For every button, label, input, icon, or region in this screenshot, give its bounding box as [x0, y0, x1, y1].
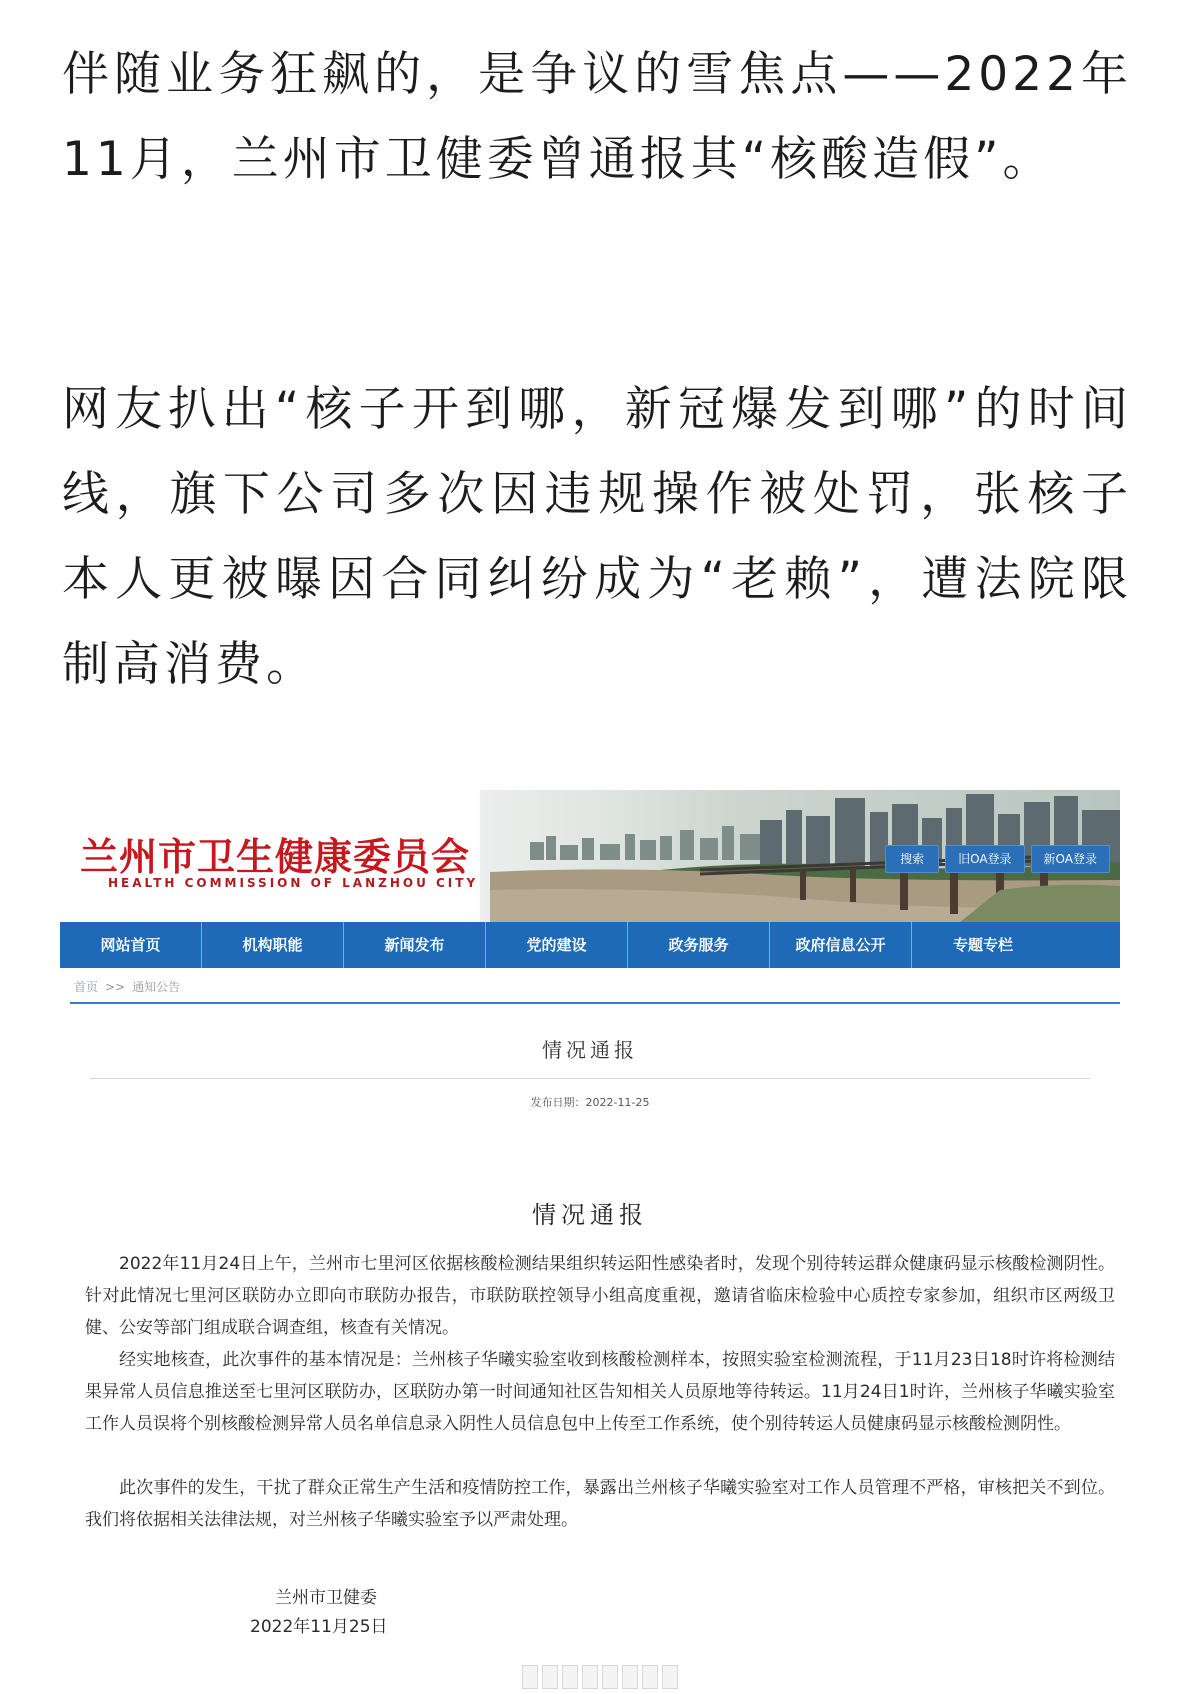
site-title: 兰州市卫生健康委员会	[80, 835, 471, 879]
nav-item-functions[interactable]: 机构职能	[202, 922, 344, 968]
nav-item-party[interactable]: 党的建设	[486, 922, 628, 968]
breadcrumb	[74, 978, 180, 995]
nav-item-news[interactable]: 新闻发布	[344, 922, 486, 968]
article-paragraph-1: 伴随业务狂飙的，是争议的雪焦点——2022年11月，兰州市卫健委曾通报其“核酸造假”。	[62, 47, 1132, 187]
publish-date: 发布日期：2022-11-25	[530, 1096, 650, 1109]
breadcrumb-divider	[70, 1002, 1120, 1004]
notice-paragraph-1: 2022年11月24日上午，兰州市七里河区依据核酸检测结果组织转运阳性感染者时，发现个别待转运群众健康码显示核酸检测阴性。针对此情况七里河区联防办立即向市联防办报告，市联防联控领导小组高度重视，邀请省临床检验中心质控专家参加，组织市区两级卫健、公安等部门组成联合调查组，核查有关情况。	[85, 1254, 1115, 1338]
breadcrumb-separator: >>	[105, 980, 126, 994]
breadcrumb-home-link[interactable]: 首页	[74, 980, 99, 994]
new-oa-login-button[interactable]: 新OA登录	[1031, 845, 1110, 873]
image-watermark-icon	[490, 1662, 710, 1692]
notice-body-title: 情况通报	[532, 1201, 648, 1229]
old-oa-login-button[interactable]: 旧OA登录	[945, 845, 1024, 873]
site-subtitle: HEALTH COMMISSION OF LANZHOU CITY	[108, 876, 479, 890]
nav-item-topics[interactable]: 专题专栏	[952, 936, 1013, 954]
breadcrumb-notice-link[interactable]: 通知公告	[132, 980, 181, 994]
notice-paragraph-2: 经实地核查，此次事件的基本情况是：兰州核子华曦实验室收到核酸检测样本，按照实验室检测流程，于11月23日18时许将检测结果异常人员信息推送至七里河区联防办，区联防办第一时间通知社区告知相关人员原地等待转运。11月24日1时许，兰州核子华曦实验室工作人员误将个别核酸检测异常人员名单信息录入阴性人员信息包中上传至工作系统，使个别待转运人员健康码显示核酸检测阴性。	[85, 1350, 1115, 1434]
search-button[interactable]: 搜索	[885, 845, 939, 873]
nav-item-disclosure[interactable]: 政府信息公开	[770, 922, 912, 968]
main-nav-bar	[60, 922, 1120, 968]
title-divider	[90, 1078, 1090, 1079]
nav-item-services[interactable]: 政务服务	[628, 922, 770, 968]
top-button-group	[885, 845, 1110, 873]
nav-item-home[interactable]: 网站首页	[60, 922, 202, 968]
article-paragraph-2: 网友扒出“核子开到哪，新冠爆发到哪”的时间线，旗下公司多次因违规操作被处罚，张核子本人更被曝因合同纠纷成为“老赖”，遭法院限制高消费。	[62, 382, 1132, 692]
signature-date: 2022年11月25日	[250, 1617, 388, 1637]
notice-page-title: 情况通报	[542, 1038, 638, 1062]
embedded-website-screenshot	[60, 790, 1120, 1690]
signature-organization: 兰州市卫健委	[275, 1588, 377, 1608]
site-header-banner	[60, 790, 1120, 922]
notice-paragraph-3: 此次事件的发生，干扰了群众正常生产生活和疫情防控工作，暴露出兰州核子华曦实验室对工作人员管理不严格，审核把关不到位。我们将依据相关法律法规，对兰州核子华曦实验室予以严肃处理。	[85, 1478, 1115, 1530]
